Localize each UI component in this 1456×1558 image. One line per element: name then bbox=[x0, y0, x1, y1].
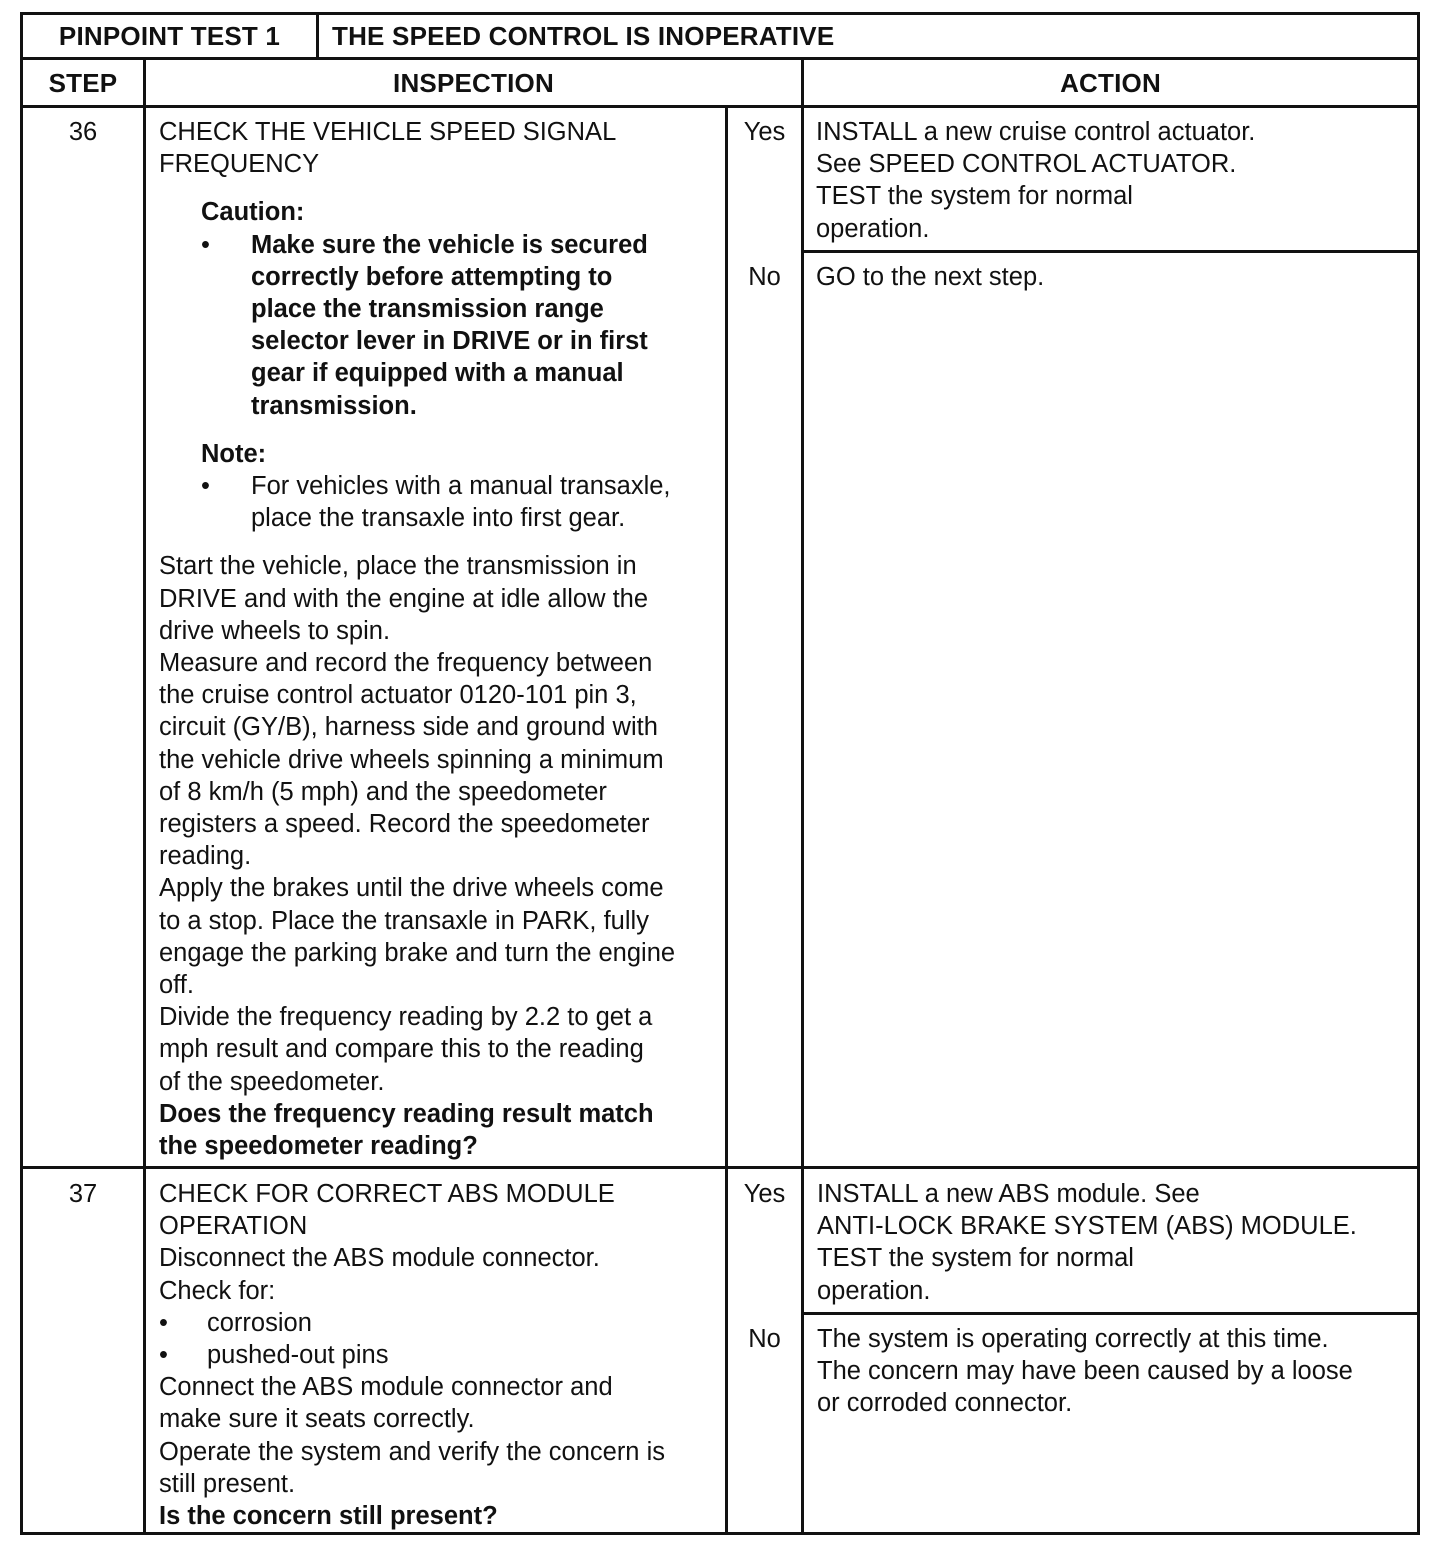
procedure-text: Disconnect the ABS module connector. Check for: bbox=[159, 1244, 600, 1305]
yes-label: Yes bbox=[743, 118, 786, 146]
table-border-bottom bbox=[20, 1532, 1420, 1535]
step-divider bbox=[20, 1166, 1420, 1169]
step-37-yes-no-divider bbox=[802, 1312, 1420, 1315]
yes-action: INSTALL a new ABS module. See ANTI-LOCK BRAKE SYSTEM (ABS) MODULE. TEST the system for normal operation. bbox=[817, 1180, 1357, 1305]
yes-action: INSTALL a new cruise control actuator. See SPEED CONTROL ACTUATOR. TEST the system for normal operation. bbox=[816, 118, 1256, 243]
step-column-line bbox=[143, 57, 146, 1535]
no-label: No bbox=[748, 263, 781, 291]
no-action: GO to the next step. bbox=[816, 263, 1045, 291]
check-item: • corrosion bbox=[159, 1307, 721, 1339]
step-question: Does the frequency reading result match the speedometer reading? bbox=[159, 1099, 654, 1161]
column-header-inspection: INSPECTION bbox=[393, 68, 554, 98]
note-bullet: • For vehicles with a manual transaxle, place the transaxle into first gear. bbox=[159, 470, 721, 534]
caution-bullet: • Make sure the vehicle is secured correctly before attempting to place the transmission range selector lever in DRIVE or in first gear if equipped with a manual transmission. bbox=[159, 229, 721, 422]
table-border-top bbox=[20, 12, 1420, 15]
step-36-yes-no-divider bbox=[802, 250, 1420, 253]
step-heading: CHECK THE VEHICLE SPEED SIGNAL FREQUENCY bbox=[159, 118, 617, 179]
note-label: Note: bbox=[201, 439, 267, 468]
header-divider bbox=[20, 105, 1420, 108]
table-border-left bbox=[20, 12, 23, 1535]
step-inspection bbox=[159, 1178, 721, 1532]
title-split bbox=[316, 12, 319, 58]
pinpoint-test-table bbox=[20, 12, 1420, 1535]
column-header-action: ACTION bbox=[1060, 68, 1161, 98]
step-question: Is the concern still present? bbox=[159, 1502, 498, 1531]
procedure-text: Start the vehicle, place the transmission in DRIVE and with the engine at idle allow the drive wheels to spin. Measure and record the frequency between the cruise control actuator 0120-101 pin 3, circuit (GY/B), harness side and ground with the vehicle drive wheels spinning a minimum of 8 km/h (5 mph) and the speedometer registers a speed. Record the speedometer reading. Apply the brakes until the drive wheels come to a stop. Place the transaxle in PARK, fully engage the parking brake and turn the engine off. Divide the frequency reading by 2.2 to get a mph result and compare this to the reading of the speedometer. bbox=[159, 552, 676, 1096]
test-title: THE SPEED CONTROL IS INOPERATIVE bbox=[332, 21, 835, 51]
step-number: 36 bbox=[68, 118, 98, 146]
yes-no-column-line bbox=[725, 105, 728, 1535]
table-border-right bbox=[1417, 12, 1420, 1535]
title-divider bbox=[20, 57, 1420, 60]
yes-label: Yes bbox=[743, 1180, 786, 1208]
caution-label: Caution: bbox=[201, 198, 305, 227]
check-item: • pushed-out pins bbox=[159, 1339, 721, 1371]
step-number: 37 bbox=[68, 1180, 98, 1208]
column-header-step: STEP bbox=[48, 68, 118, 98]
no-label: No bbox=[748, 1325, 781, 1353]
test-id: PINPOINT TEST 1 bbox=[58, 21, 281, 51]
step-heading: CHECK FOR CORRECT ABS MODULE OPERATION bbox=[159, 1180, 615, 1241]
step-inspection bbox=[159, 116, 721, 1162]
action-column-line bbox=[801, 57, 804, 1535]
no-action: The system is operating correctly at this time. The concern may have been caused by a loose or corroded connector. bbox=[817, 1325, 1353, 1418]
procedure-text: Connect the ABS module connector and make sure it seats correctly. Operate the system and verify the concern is still present. bbox=[159, 1373, 665, 1498]
